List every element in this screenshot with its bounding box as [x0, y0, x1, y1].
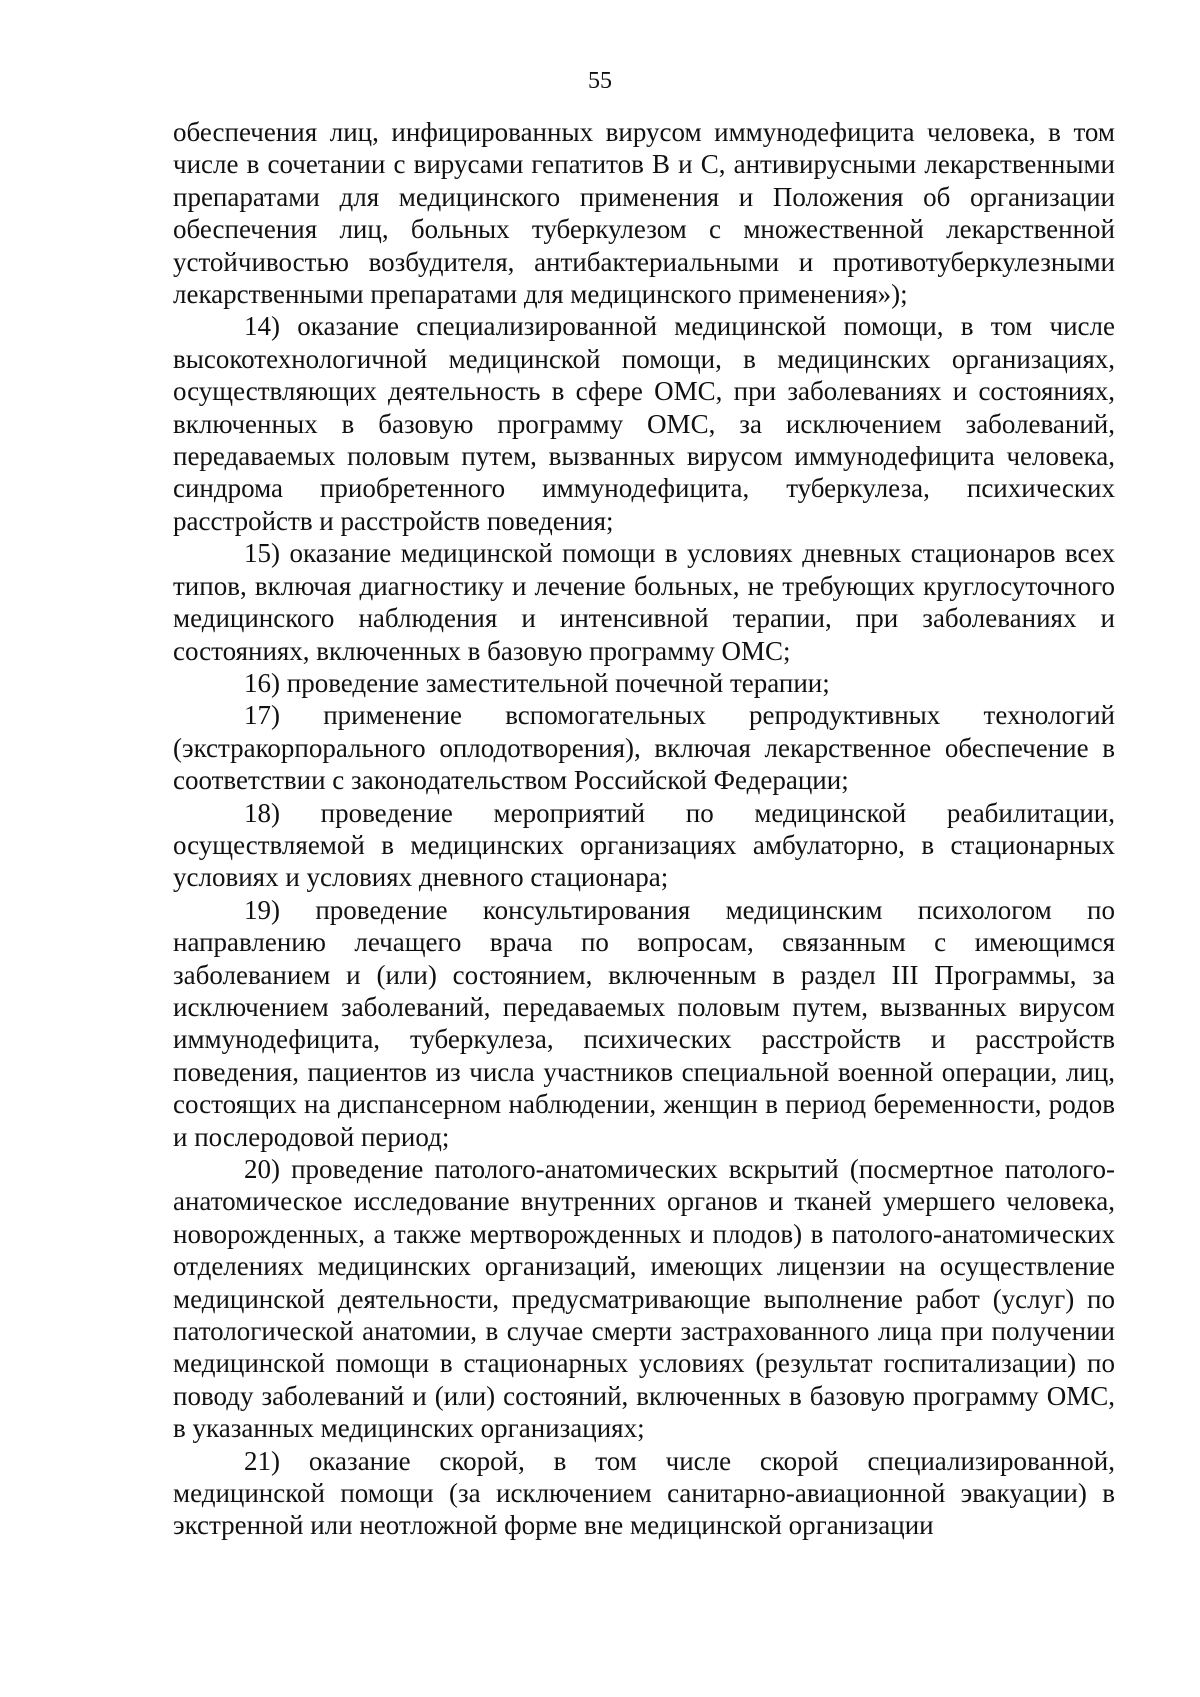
paragraph-item-17: 17) применение вспомогательных репродуктивных технологий (экстракорпорального оплодотворения), включая лекарственное обеспечение в соответствии с законодательством Российской Федерации; [173, 700, 1115, 796]
paragraph-item-14: 14) оказание специализированной медицинской помощи, в том числе высокотехнологичной медицинской помощи, в медицинских организациях, осуществляющих деятельность в сфере ОМС, при заболеваниях и состояниях, включенных в базовую программу ОМС, за исключением заболеваний, передаваемых половым путем, вызванных вирусом иммунодефицита человека, синдрома приобретенного иммунодефицита, туберкулеза, психических расстройств и расстройств поведения; [173, 311, 1115, 536]
document-body [173, 116, 1115, 1542]
paragraph-item-19: 19) проведение консультирования медицинским психологом по направлению лечащего врача по вопросам, связанным с имеющимся заболеванием и (или) состоянием, включенным в раздел III Программы, за исключением заболеваний, передаваемых половым путем, вызванных вирусом иммунодефицита, туберкулеза, психических расстройств и расстройств поведения, пациентов из числа участников специальной военной операции, лиц, состоящих на диспансерном наблюдении, женщин в период беременности, родов и послеродовой период; [173, 894, 1115, 1152]
paragraph-item-20: 20) проведение патолого-анатомических вскрытий (посмертное патолого-анатомическое исследование внутренних органов и тканей умершего человека, новорожденных, а также мертворожденных и плодов) в патолого-анатомических отделениях медицинских организаций, имеющих лицензии на осуществление медицинской деятельности, предусматривающие выполнение работ (услуг) по патологической анатомии, в случае смерти застрахованного лица при получении медицинской помощи в стационарных условиях (результат госпитализации) по поводу заболеваний и (или) состояний, включенных в базовую программу ОМС, в указанных медицинских организациях; [173, 1154, 1115, 1444]
paragraph-item-21: 21) оказание скорой, в том числе скорой специализированной, медицинской помощи (за исключением санитарно-авиационной эвакуации) в экстренной или неотложной форме вне медицинской организации [173, 1445, 1115, 1541]
paragraph-item-16: 16) проведение заместительной почечной терапии; [244, 667, 830, 698]
paragraph-item-15: 15) оказание медицинской помощи в условиях дневных стационаров всех типов, включая диагностику и лечение больных, не требующих круглосуточного медицинского наблюдения и интенсивной терапии, при заболеваниях и состояниях, включенных в базовую программу ОМС; [173, 538, 1115, 666]
paragraph-continuation: обеспечения лиц, инфицированных вирусом иммунодефицита человека, в том числе в сочетании с вирусами гепатитов B и C, антивирусными лекарственными препаратами для медицинского применения и Положения об организации обеспечения лиц, больных туберкулезом с множественной лекарственной устойчивостью возбудителя, антибактериальными и противотуберкулезными лекарственными препаратами для медицинского применения»); [173, 117, 1115, 310]
paragraph-item-18: 18) проведение мероприятий по медицинской реабилитации, осуществляемой в медицинских организациях амбулаторно, в стационарных условиях и условиях дневного стационара; [173, 797, 1115, 893]
page-number: 55 [588, 68, 612, 94]
